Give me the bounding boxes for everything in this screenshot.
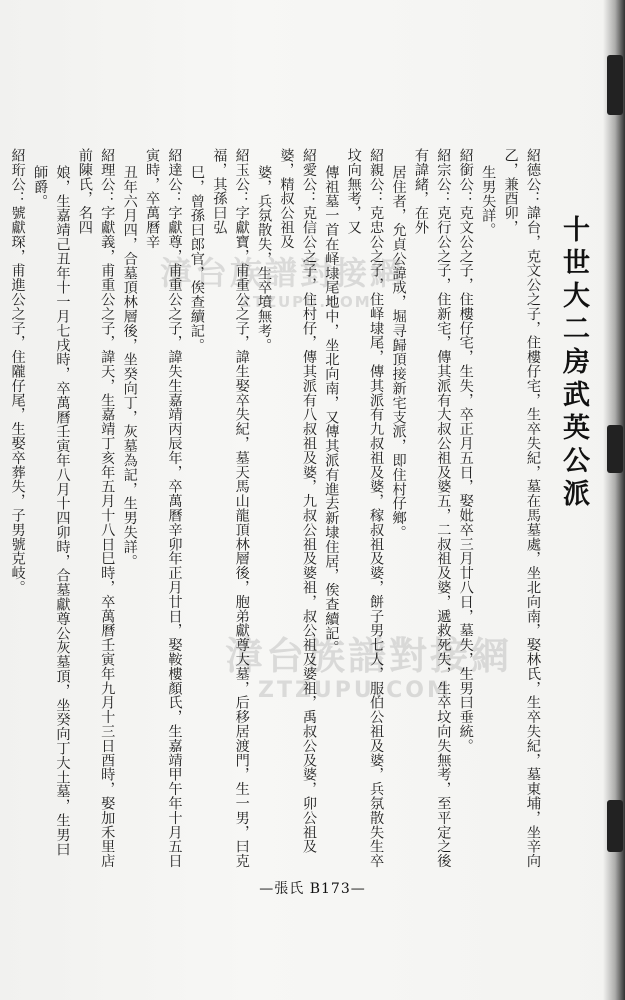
entry-shaoai — [253, 148, 320, 868]
entry-text: 紹宗公：克行公之子，住新宅，傳其派有大叔公祖及婆五，二叔祖及婆，遞救死失，生卒坟向失無考，至平定之後有諱緒，在外 — [412, 148, 452, 868]
entry-shaoyu — [186, 148, 253, 868]
entry-continuation: 巳，曾孫曰郎官，俟查續記。 — [188, 165, 205, 353]
entry-text: 紹達公：字獻尊，甫重公之子，諱失生嘉靖丙辰年，卒萬曆辛卯年正月廿日，娶鞍樓顏氏，生嘉靖甲午年十月五日寅時，卒萬曆辛 — [144, 148, 183, 868]
entry-text: 紹親公：克忠公之子，住峄埭尾，傳其派有九叔祖及婆，稼叔祖及婆，餅子男七人，服伯公祖及婆，兵氛散失生卒坟向無考，又 — [345, 148, 385, 868]
genealogy-text — [9, 148, 544, 868]
scan-edge-mark — [607, 800, 623, 852]
watermark-text: 漳台族譜對接網 — [160, 254, 406, 292]
page-number: —張氏 B173— — [259, 881, 366, 897]
entry-continuation: 生男失詳。 — [480, 165, 497, 237]
entry-shaoda — [118, 148, 185, 868]
entry-shaoli — [29, 148, 119, 868]
entry-shaoxian — [454, 148, 476, 868]
entry-shaode — [477, 148, 544, 868]
entry-shaozong — [387, 148, 454, 868]
scan-edge-mark — [607, 55, 623, 115]
entry-continuation: 婆，兵氛散失，生卒墳無考。 — [256, 165, 273, 353]
entry-shaoqin — [320, 148, 387, 868]
entry-shaoheng — [6, 148, 28, 868]
entry-text: 紹愛公：克信公之子，住村仔，傳其派有八叔祖及婆，九叔公祖及婆祖，叔公祖及婆祖，禹叔公及婆，卯公祖及婆，精叔公祖及 — [278, 148, 317, 854]
scan-edge-shadow — [603, 0, 625, 1000]
entry-text: 紹珩公：號獻琛，甫進公之子，住隴仔尾，生娶卒葬失，子男號克岐。 — [9, 148, 26, 595]
entry-continuation: 居住者，允貞公諱成，堀寻歸頂接新宅支派，即住村仔鄉。 — [390, 165, 407, 540]
entry-continuation: 丑年六月四，合墓頂林層後，坐癸向丁，灰墓為記，生男失詳。 — [121, 165, 138, 569]
entry-text: 紹銜公：克文公之子，住樓仔宅，生失，卒正月五日，娶妣卒三月廿八日，墓失，生男曰垂統。 — [457, 148, 474, 753]
watermark-text-lower: 漳台族譜對接網 — [225, 634, 513, 678]
watermark-url: ZTZUPU.COM — [240, 293, 372, 311]
entry-text: 紹理公：字獻義，甫重公之子，諱天，生嘉靖丁亥年五月十八日巳時，卒萬曆壬寅年九月十三日酉時，娶加禾里店前陳氏，名四 — [76, 148, 116, 868]
entry-continuation: 娘，生嘉靖己丑年十一月七戌時，卒萬曆壬寅年八月十四卯時，合墓獻尊公灰墓頂，坐癸向丁大土墓，生男曰師爵。 — [32, 165, 71, 857]
entry-continuation: 傳祖墓一首在峄埭尾地中，坐北向南，又傳其派有進去新埭住居，俟查續記。 — [323, 165, 340, 655]
scan-edge-mark — [607, 425, 623, 473]
entry-text: 紹德公：諱台，克文公之子，住樓仔宅，生卒失紀，墓在馬墓處，坐北向南，娶林氏，生卒失紀，墓東埔，坐辛向乙，兼酉卯， — [502, 148, 541, 868]
watermark-url-lower: ZTZUPU.COM — [258, 678, 452, 703]
section-title: 十世大二房武英公派 — [558, 215, 589, 512]
entry-text: 紹玉公：字獻寶，甫重公之子，諱生娶卒失紀，墓天馬山龍頂林層後，胞弟獻尊大墓，后移居渡門，生一男，曰克福，其孫曰弘 — [211, 148, 250, 868]
